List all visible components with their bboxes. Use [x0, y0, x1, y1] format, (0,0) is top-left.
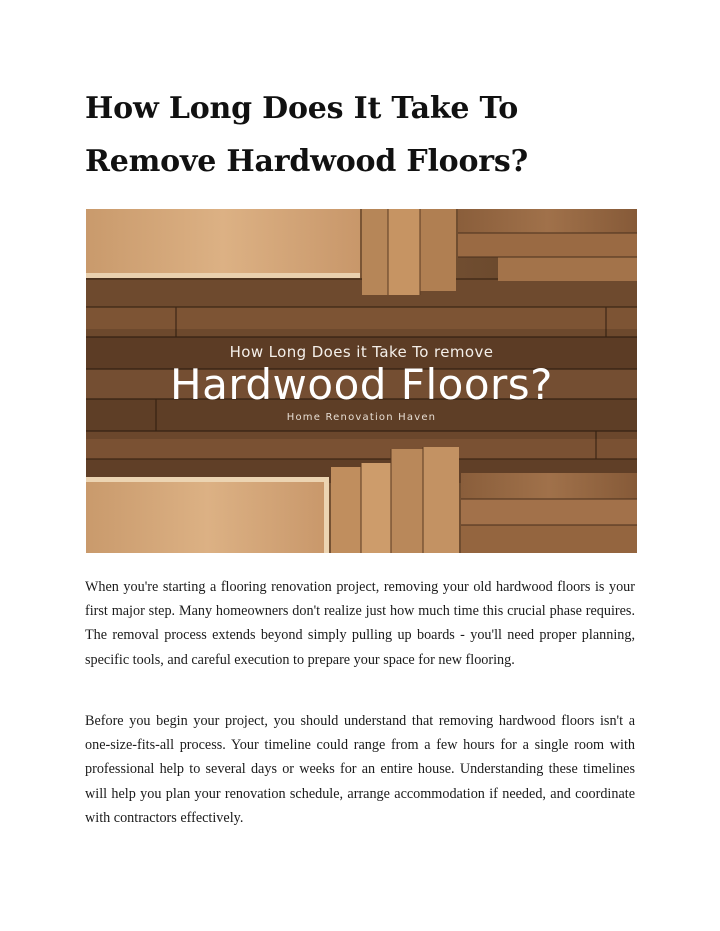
article-title: How Long Does It Take To Remove Hardwood Floors?	[85, 91, 528, 179]
hero-headline: Hardwood Floors?	[170, 360, 553, 409]
hero-image	[86, 209, 637, 553]
hero-subtitle: How Long Does it Take To remove	[229, 343, 494, 361]
paragraph-intro: When you're starting a flooring renovation project, removing your old hardwood floors is your first major step. Many homeowners don't realize just how much time this crucial phase requires. The removal process extends beyond simply pulling up boards - you'll need proper planning, specific tools, and careful execution to prepare your space for new flooring.	[85, 579, 635, 668]
paragraph-timeline: Before you begin your project, you should understand that removing hardwood floors isn't a one-size-fits-all process. Your timeline could range from a few hours for a single room with professional help to several days or weeks for an entire house. Understanding these timelines will help you plan your renovation schedule, arrange accommodation if needed, and coordinate with contractors effectively.	[85, 713, 635, 826]
hero-brand: Home Renovation Haven	[286, 412, 437, 423]
